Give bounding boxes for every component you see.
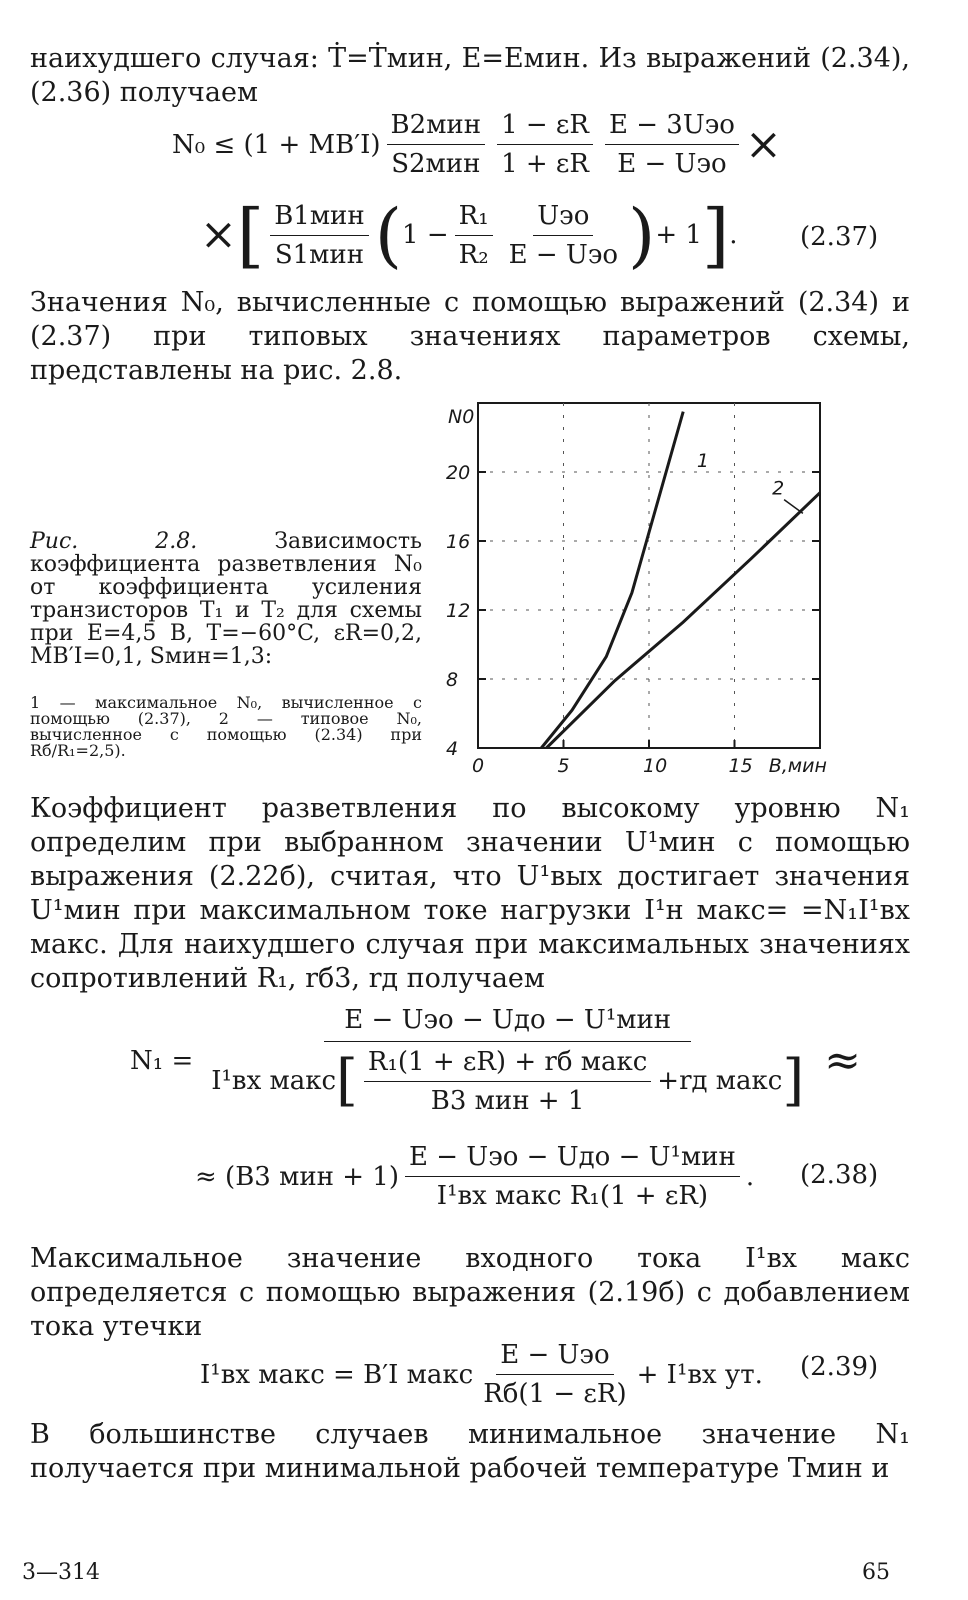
- eq237-f2-den: 1 + εR: [501, 149, 589, 179]
- close-paren-icon: ): [628, 194, 656, 276]
- eq237-f4-den: S1мин: [274, 239, 365, 270]
- eq237-frac-e: [605, 110, 739, 179]
- eq238-l2-den: I¹вх макс R₁(1 + εR): [436, 1181, 709, 1211]
- eq239-rhs: + I¹вх ут.: [636, 1359, 763, 1390]
- eq238-lhs: N₁ =: [130, 1045, 194, 1076]
- eq239-lhs: I¹вх макс = B′I макс: [200, 1359, 474, 1390]
- y-tick-label: 20: [446, 462, 471, 484]
- eq237-frac-b1: [270, 201, 369, 270]
- series-label-1: 1: [696, 449, 709, 472]
- open-bracket-icon: [: [236, 194, 265, 276]
- eq238-open-bracket-icon: [: [336, 1048, 358, 1113]
- eq239-num: E − Uэо: [496, 1340, 613, 1375]
- eq237-f6-den: E − Uэо: [508, 239, 619, 270]
- printer-signature: 3—314: [22, 1560, 100, 1585]
- eq238-end: .: [745, 1161, 755, 1192]
- eq238-line2-lhs: ≈ (B3 мин + 1): [195, 1161, 399, 1192]
- equation-2-38-line1: [130, 1005, 861, 1116]
- paragraph-fanout: Коэффициент разветвления по высокому уровню N₁ определим при выбранном значении U¹мин с помощью выражения (2.22б), считая, что U¹вых достигает значения U¹мин при максимальном токе нагрузки I¹н макс= =N₁I¹вх макс. Для наихудшего случая при максимальных значениях сопротивлений R₁, rб3, rд получаем: [30, 793, 910, 994]
- eq237-frac-u: [505, 201, 622, 270]
- eq237-lhs: N₀ ≤ (1 + MB′I): [172, 129, 381, 160]
- y-tick-label: 12: [446, 600, 471, 622]
- equation-2-37-line2: [200, 194, 738, 276]
- x-tick-label: 0: [472, 755, 485, 777]
- paragraph-closing: В большинстве случаев минимальное значение N₁ получается при минимальной рабочей температуре Tмин и: [30, 1419, 910, 1484]
- figure-caption-text: Зависимость коэффициента разветвления N₀ от коэффициента усиления транзисторов T₁ и T₂ для схемы при E=4,5 В, T=−60°C, εR=0,2, MB′I=0,1, Sмин=1,3:: [30, 529, 423, 669]
- eq238-num: E − Uэо − Uдо − U¹мин: [324, 1005, 691, 1042]
- x-tick-label: 10: [643, 755, 668, 777]
- eq237-frac-r: [455, 201, 493, 270]
- eq237-frac-eps: [497, 110, 593, 179]
- eq237-frac-b2: [387, 110, 486, 179]
- eq237-f6-num: Uэо: [533, 201, 593, 236]
- x-tick-label: 15: [728, 755, 753, 777]
- eq238-line2-frac: [405, 1142, 740, 1211]
- paragraph-input-current: Максимальное значение входного тока I¹вх макс определяется с помощью выражения (2.19б) с добавлением тока утечки: [30, 1243, 910, 1342]
- eq238-main-frac: [207, 1005, 808, 1116]
- y-axis-label: N0: [448, 406, 475, 428]
- eq237-f1-num: B2мин: [387, 110, 486, 145]
- eq238-inner-frac: [364, 1047, 651, 1116]
- paragraph-intro: наихудшего случая: Ṫ=Ṫмин, E=Eмин. Из выражений (2.34), (2.36) получаем: [30, 43, 910, 108]
- figure-caption: [30, 530, 422, 668]
- eq238-den-post: +rд макс: [657, 1066, 783, 1096]
- eq238-den-pre: I¹вх макс: [211, 1066, 337, 1096]
- eq237-f2-num: 1 − εR: [497, 110, 593, 145]
- eq237-f3-num: E − 3Uэо: [605, 110, 739, 145]
- plot-frame: [478, 403, 820, 748]
- eq237-times: ×: [744, 118, 782, 170]
- figure-legend: 1 — максимальное N₀, вычисленное с помощью (2.37), 2 — типовое N₀, вычисленное с помощью (2.34) при Rб/R₁=2,5).: [30, 693, 422, 760]
- equation-2-37-line1: [172, 110, 782, 179]
- series-label-2-leader: [784, 500, 803, 514]
- eq238-inner-den: B3 мин + 1: [430, 1085, 585, 1116]
- eq237-inner-one: 1 −: [402, 220, 449, 250]
- open-paren-icon: (: [374, 194, 403, 276]
- series-line-2: [546, 493, 820, 748]
- eq237-f5-num: R₁: [455, 201, 493, 236]
- eq238-den: [207, 1042, 808, 1116]
- series-line-1: [541, 412, 683, 748]
- eq237-plus-one: + 1: [655, 220, 702, 250]
- eq237-f1-den: S2мин: [391, 149, 481, 179]
- eq239-frac: [479, 1340, 630, 1409]
- y-tick-label: 16: [446, 531, 471, 553]
- y-tick-label: 4: [446, 738, 459, 760]
- eq238-approx: ≈: [824, 1034, 862, 1086]
- eq238-inner-num: R₁(1 + εR) + rб макс: [364, 1047, 651, 1082]
- eq238-l2-num: E − Uэо − Uдо − U¹мин: [405, 1142, 740, 1177]
- figure-label: Рис. 2.8.: [30, 529, 198, 554]
- figure-2-8-chart: [430, 395, 830, 780]
- equation-2-38-line2: [195, 1142, 754, 1211]
- eq237-f5-den: R₂: [458, 239, 489, 270]
- equation-number-2-39: (2.39): [800, 1352, 879, 1382]
- y-tick-label: 8: [446, 669, 459, 691]
- x-axis-label: B,мин: [768, 755, 827, 777]
- eq239-den: Rб(1 − εR): [483, 1379, 627, 1409]
- x-tick-label: 5: [557, 755, 570, 777]
- equation-number-2-37: (2.37): [800, 222, 879, 252]
- paragraph-values: Значения N₀, вычисленные с помощью выражений (2.34) и (2.37) при типовых значениях параметров схемы, представлены на рис. 2.8.: [30, 287, 910, 386]
- eq237-line2-times: ×: [200, 209, 237, 260]
- equation-number-2-38: (2.38): [800, 1160, 879, 1190]
- close-bracket-icon: ]: [701, 194, 730, 276]
- eq237-f4-num: B1мин: [270, 201, 369, 236]
- eq237-end: .: [729, 220, 738, 250]
- page-number: 65: [862, 1560, 890, 1585]
- eq237-f3-den: E − Uэо: [617, 149, 727, 179]
- series-label-2: 2: [772, 477, 785, 500]
- eq238-close-bracket-icon: ]: [782, 1048, 805, 1113]
- equation-2-39: [200, 1340, 763, 1409]
